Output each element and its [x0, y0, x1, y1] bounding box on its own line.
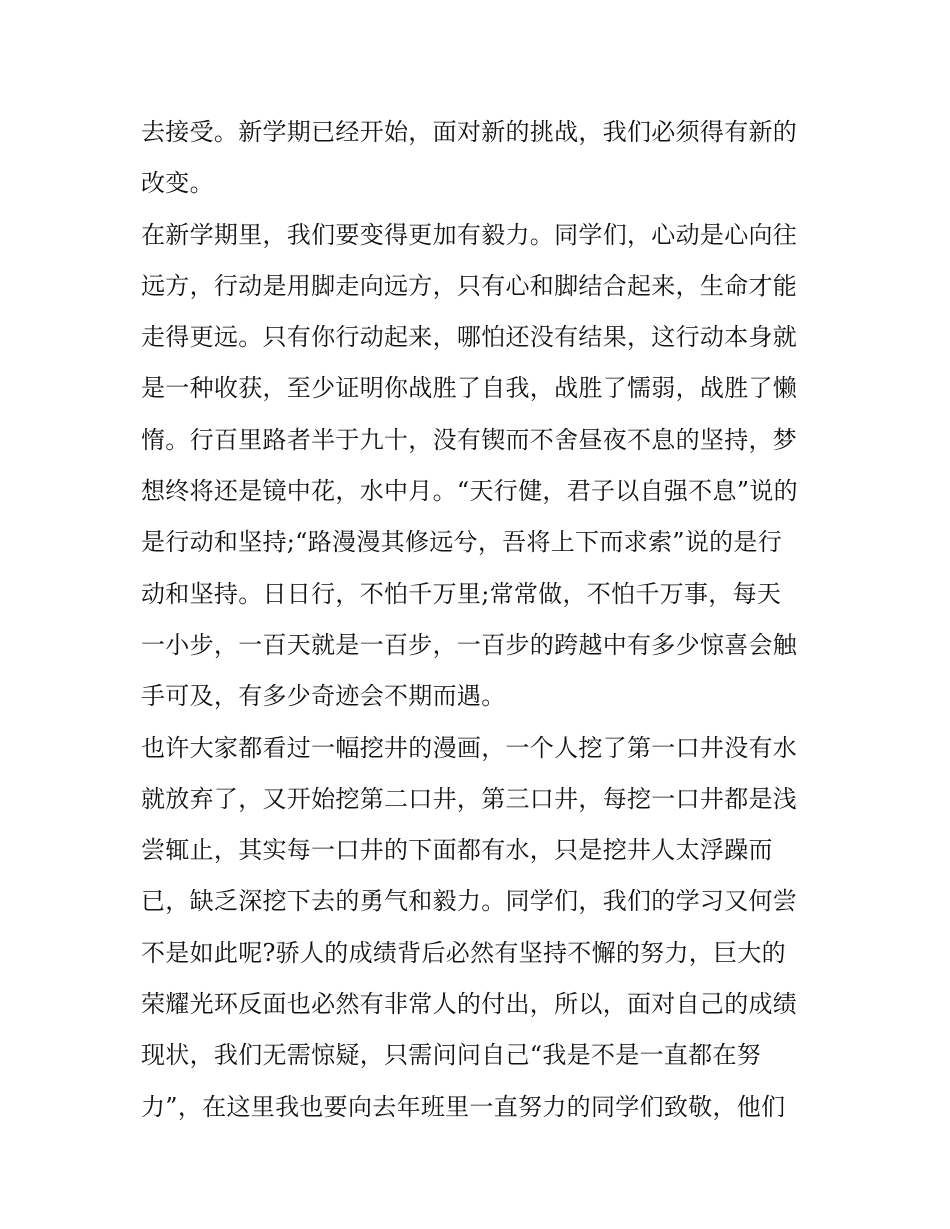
text-line: 不是如此呢?骄人的成绩背后必然有坚持不懈的努力，巨大的 [141, 938, 786, 967]
text-line: 也许大家都看过一幅挖井的漫画，一个人挖了第一口井没有水 [141, 733, 798, 762]
text-line: 现状，我们无需惊疑，只需问问自己“我是不是一直都在努 [141, 1041, 762, 1070]
text-line: 手可及，有多少奇迹会不期而遇。 [141, 682, 506, 711]
text-line: 去接受。新学期已经开始，面对新的挑战，我们必须得有新的 [141, 118, 798, 146]
text-line: 力”，在这里我也要向去年班里一直努力的同学们致敬，他们 [141, 1092, 786, 1121]
text-line: 尝辄止，其实每一口井的下面都有水，只是挖井人太浮躁而 [141, 836, 773, 865]
text-line: 惰。行百里路者半于九十，没有锲而不舍昼夜不息的坚持，梦 [141, 425, 798, 454]
text-line: 已，缺乏深挖下去的勇气和毅力。同学们，我们的学习又何尝 [141, 887, 798, 916]
body-text [141, 107, 821, 1133]
text-line: 就放弃了，又开始挖第二口井，第三口井，每挖一口井都是浅 [141, 784, 798, 813]
text-line: 荣耀光环反面也必然有非常人的付出，所以，面对自己的成绩 [141, 990, 798, 1019]
text-line: 是一种收获，至少证明你战胜了自我，战胜了懦弱，战胜了懒 [141, 374, 798, 403]
text-line: 想终将还是镜中花，水中月。“天行健，君子以自强不息”说的 [141, 477, 798, 506]
text-line: 动和坚持。日日行，不怕千万里;常常做，不怕千万事，每天 [141, 579, 782, 608]
text-line: 在新学期里，我们要变得更加有毅力。同学们，心动是心向往 [141, 220, 798, 249]
text-line: 远方，行动是用脚走向远方，只有心和脚结合起来，生命才能 [141, 271, 798, 300]
text-line: 是行动和坚持;“路漫漫其修远兮，吾将上下而求索”说的是行 [141, 528, 783, 557]
text-line: 一小步，一百天就是一百步，一百步的跨越中有多少惊喜会触 [141, 630, 798, 659]
text-line: 走得更远。只有你行动起来，哪怕还没有结果，这行动本身就 [141, 323, 798, 352]
text-line: 改变。 [141, 169, 214, 198]
